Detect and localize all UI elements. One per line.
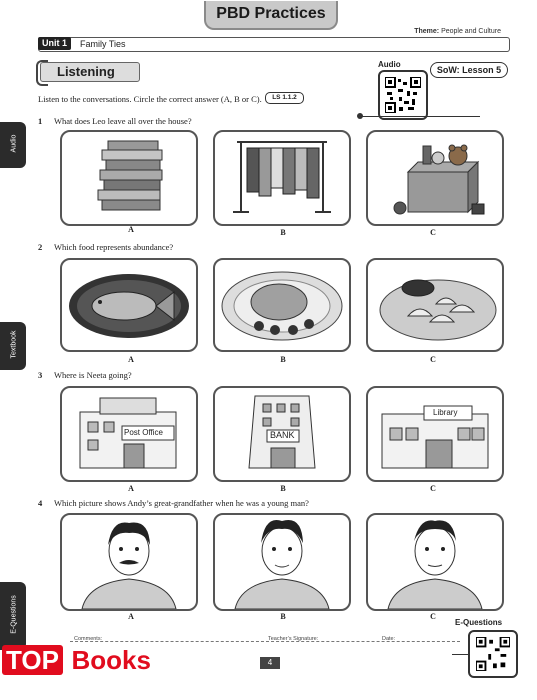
option-label: B — [280, 355, 286, 364]
option-label: C — [430, 612, 436, 621]
option-card-q4-c[interactable] — [366, 513, 504, 611]
side-tab-textbook[interactable] — [0, 322, 26, 370]
building-sign: BANK — [270, 430, 295, 440]
option-card-q2-a[interactable] — [60, 258, 198, 352]
option-label: A — [128, 355, 134, 364]
option-card-q1-a[interactable] — [60, 130, 198, 226]
question-4 — [38, 498, 309, 508]
qr-pattern-icon — [476, 637, 510, 671]
option-card-q3-c[interactable] — [366, 386, 504, 482]
building-sign: Library — [433, 408, 458, 417]
page-banner-title: PBD Practices — [204, 1, 338, 30]
dumplings-with-sauce-icon — [368, 260, 502, 350]
option-label: B — [280, 612, 286, 621]
unit-name: Family Ties — [80, 39, 126, 49]
comments-label: Comments: — [74, 636, 103, 642]
teacher-signature-label: Teacher’s Signature: — [268, 636, 319, 642]
theme-value: People and Culture — [441, 28, 501, 35]
option-card-q2-c[interactable] — [366, 258, 504, 352]
logo-top-text: TOP — [2, 645, 63, 675]
option-card-q3-a[interactable] — [60, 386, 198, 482]
option-label: B — [280, 484, 286, 493]
topbooks-logo — [2, 645, 151, 675]
fish-on-plate-icon — [62, 260, 196, 350]
question-text: Which food represents abundance? — [54, 242, 174, 252]
option-label: A — [128, 225, 134, 234]
audio-pointer-dot — [357, 113, 363, 119]
option-card-q2-b[interactable] — [213, 258, 351, 352]
question-1 — [38, 116, 192, 126]
question-number: 1 — [38, 116, 43, 126]
option-card-q1-c[interactable] — [366, 130, 504, 226]
audio-qr-code-icon[interactable] — [378, 70, 428, 120]
question-number: 2 — [38, 242, 43, 252]
library-building-icon — [368, 388, 502, 480]
option-card-q3-b[interactable] — [213, 386, 351, 482]
theme-label: Theme: — [414, 28, 440, 35]
option-card-q4-a[interactable] — [60, 513, 198, 611]
e-questions-qr-code-icon[interactable] — [468, 630, 518, 678]
section-title: Listening — [40, 62, 140, 82]
side-tab-label: E-Questions — [10, 595, 18, 634]
sow-badge: SoW: Lesson 5 — [430, 62, 508, 78]
theme-line — [414, 28, 501, 35]
logo-books-text: Books — [71, 645, 151, 675]
question-text: Which picture shows Andy’s great-grandfather when he was a young man? — [54, 498, 309, 508]
option-card-q1-b[interactable] — [213, 130, 351, 226]
man-clean-shaven-icon — [215, 515, 349, 609]
question-number: 4 — [38, 498, 43, 508]
qr-pattern-icon — [385, 77, 421, 113]
man-with-moustache-icon — [62, 515, 196, 609]
e-questions-pointer-line — [452, 654, 468, 655]
box-of-toys-icon — [368, 132, 502, 224]
audio-pointer-line — [360, 116, 480, 117]
page-number: 4 — [260, 657, 280, 669]
side-tab-label: Audio — [10, 134, 18, 153]
question-3 — [38, 370, 132, 380]
ls-code-badge: LS 1.1.2 — [265, 92, 304, 104]
side-tab-label: Textbook — [10, 330, 18, 359]
date-label: Date: — [382, 636, 396, 642]
clothes-on-rack-icon — [215, 132, 349, 224]
question-text: Where is Neeta going? — [54, 370, 132, 380]
side-tab-audio[interactable] — [0, 122, 26, 168]
option-label: B — [280, 228, 286, 237]
stack-of-books-icon — [62, 132, 196, 224]
option-label: C — [430, 228, 436, 237]
option-label: C — [430, 484, 436, 493]
option-label: C — [430, 355, 436, 364]
audio-label: Audio — [378, 60, 401, 69]
option-label: A — [128, 484, 134, 493]
building-sign: Post Office — [124, 428, 163, 437]
unit-tag: Unit 1 — [38, 37, 71, 50]
man-with-short-hair-icon — [368, 515, 502, 609]
option-label: A — [128, 612, 134, 621]
footer-dashed-line — [70, 641, 460, 642]
roast-chicken-on-plate-icon — [215, 260, 349, 350]
side-tab-e-questions[interactable] — [0, 582, 26, 650]
option-card-q4-b[interactable] — [213, 513, 351, 611]
instruction-text: Listen to the conversations. Circle the correct answer (A, B or C). — [38, 94, 262, 104]
question-number: 3 — [38, 370, 43, 380]
question-2 — [38, 242, 173, 252]
e-questions-label: E-Questions — [455, 618, 503, 627]
question-text: What does Leo leave all over the house? — [54, 116, 192, 126]
